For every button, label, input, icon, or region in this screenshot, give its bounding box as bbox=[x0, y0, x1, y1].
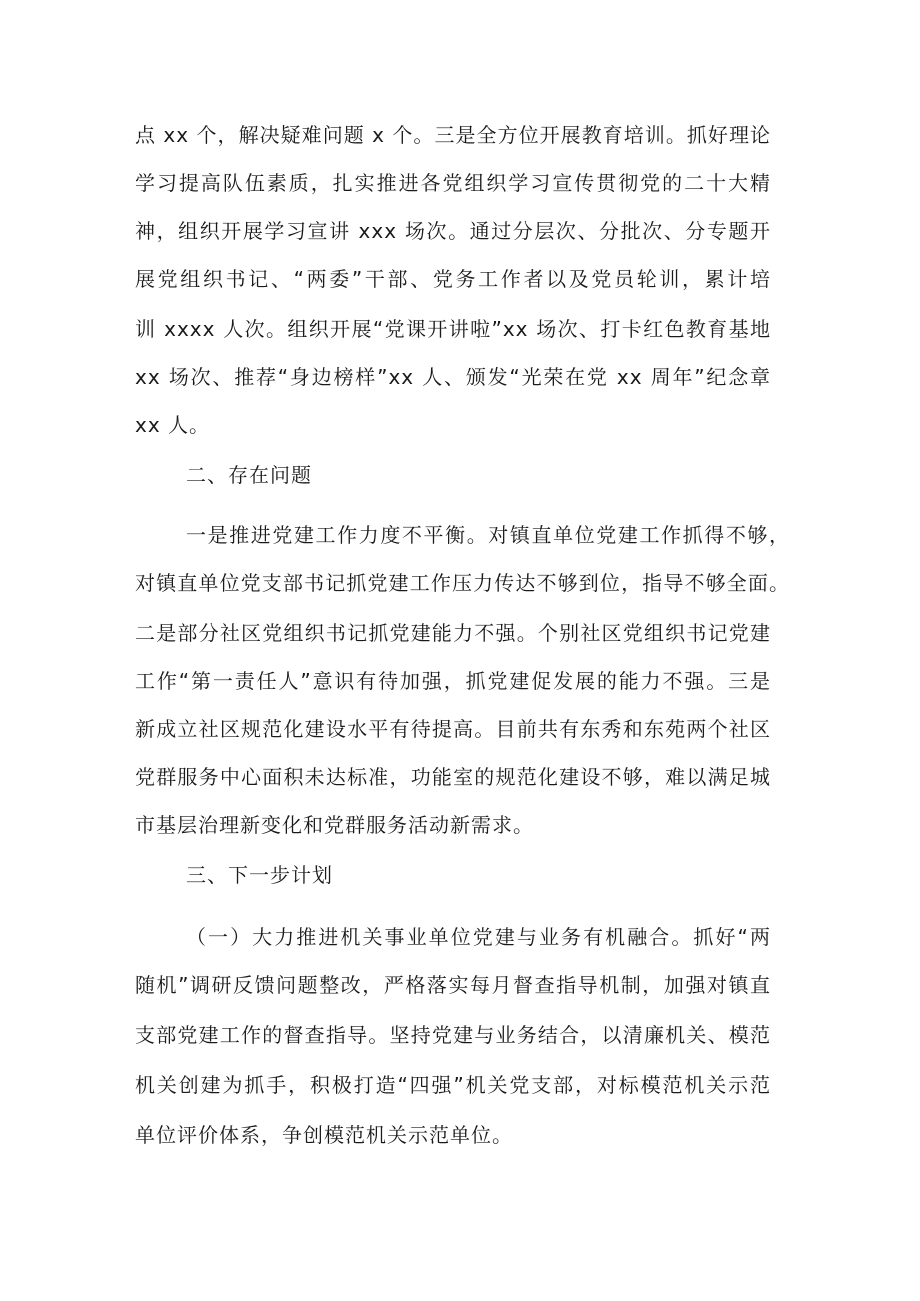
section-heading-problems: 二、存在问题 bbox=[186, 463, 312, 487]
paragraph-line: 二是部分社区党组织书记抓党建能力不强。个别社区党组织书记党建 bbox=[135, 621, 771, 645]
paragraph-line: 工作“第一责任人”意识有待加强，抓党建促发展的能力不强。三是 bbox=[135, 669, 771, 693]
paragraph-line: 单位评价体系，争创模范机关示范单位。 bbox=[135, 1123, 513, 1147]
section-heading-next-steps: 三、下一步计划 bbox=[186, 863, 333, 887]
paragraph-line: 展党组织书记、“两委”干部、党务工作者以及党员轮训，累计培 bbox=[135, 267, 771, 291]
paragraph-line: （一）大力推进机关事业单位党建与业务有机融合。抓好“两 bbox=[186, 925, 771, 949]
paragraph-line: 一是推进党建工作力度不平衡。对镇直单位党建工作抓得不够， bbox=[186, 523, 790, 547]
paragraph-line: 神，组织开展学习宣讲 xxx 场次。通过分层次、分批次、分专题开 bbox=[135, 219, 771, 243]
paragraph-line: 对镇直单位党支部书记抓党建工作压力传达不够到位，指导不够全面。 bbox=[135, 571, 790, 595]
paragraph-line: 训 xxxx 人次。组织开展“党课开讲啦”xx 场次、打卡红色教育基地 bbox=[135, 317, 771, 341]
paragraph-line: 党群服务中心面积未达标准，功能室的规范化建设不够，难以满足城 bbox=[135, 765, 771, 789]
paragraph-line: xx 人。 bbox=[135, 413, 211, 437]
paragraph-line: 机关创建为抓手，积极打造“四强”机关党支部，对标模范机关示范 bbox=[135, 1073, 771, 1097]
paragraph-line: 支部党建工作的督查指导。坚持党建与业务结合，以清廉机关、模范 bbox=[135, 1023, 771, 1047]
paragraph-line: 随机”调研反馈问题整改，严格落实每月督查指导机制，加强对镇直 bbox=[135, 973, 771, 997]
paragraph-line: xx 场次、推荐“身边榜样”xx 人、颁发“光荣在党 xx 周年”纪念章 bbox=[135, 365, 771, 389]
paragraph-line: 学习提高队伍素质，扎实推进各党组织学习宣传贯彻党的二十大精 bbox=[135, 171, 771, 195]
paragraph-line: 点 xx 个，解决疑难问题 x 个。三是全方位开展教育培训。抓好理论 bbox=[135, 123, 771, 147]
paragraph-line: 新成立社区规范化建设水平有待提高。目前共有东秀和东苑两个社区 bbox=[135, 717, 771, 741]
paragraph-line: 市基层治理新变化和党群服务活动新需求。 bbox=[135, 813, 534, 837]
